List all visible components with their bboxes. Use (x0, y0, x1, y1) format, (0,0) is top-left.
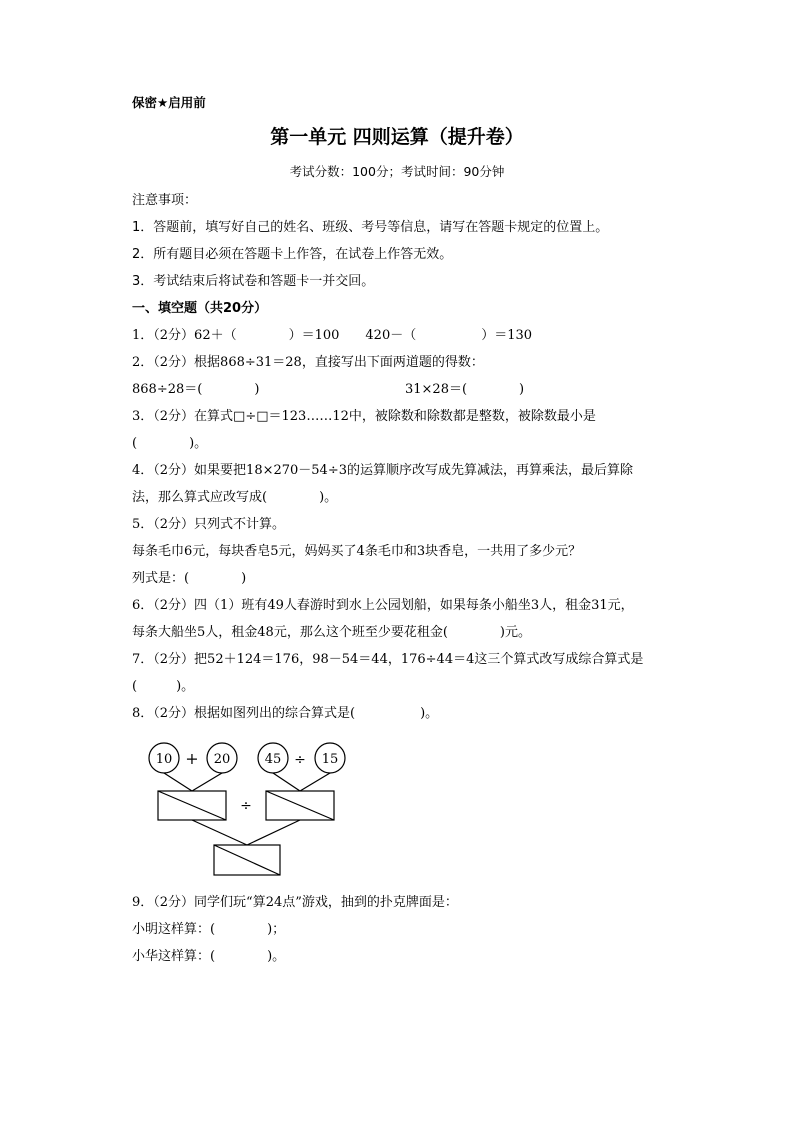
question-6-cont: 每条大船坐5人，租金48元，那么这个班至少要花租金( )元。 (132, 625, 531, 640)
confidential-label: 保密★启用前 (132, 95, 206, 110)
question-5-answer: 列式是：( ) (132, 571, 247, 586)
circle-number: 45 (264, 752, 282, 767)
question-2: 2．（2分）根据868÷31＝28，直接写出下面两道题的得数： (132, 355, 484, 370)
question-9: 9．（2分）同学们玩“算24点”游戏，抽到的扑克牌面是： (132, 895, 458, 910)
question-1: 1．（2分）62＋（ ）＝100 420－（ ）＝130 (132, 328, 533, 343)
note-item: 1．答题前，填写好自己的姓名、班级、考号等信息，请写在答题卡规定的位置上。 (132, 220, 609, 235)
calculation-tree-diagram (140, 735, 360, 880)
note-item: 2．所有题目必须在答题卡上作答，在试卷上作答无效。 (132, 247, 453, 262)
question-5: 5．（2分）只列式不计算。 (132, 517, 286, 532)
question-7: 7．（2分）把52＋124＝176，98－54＝44，176÷44＝4这三个算式改写成综合算式是 (132, 652, 644, 667)
question-5-text: 每条毛巾6元，每块香皂5元，妈妈买了4条毛巾和3块香皂，一共用了多少元？ (132, 544, 582, 559)
page-title: 第一单元 四则运算（提升卷） (270, 126, 524, 148)
notes-heading: 注意事项： (132, 193, 198, 208)
question-3-answer: ( )。 (132, 436, 208, 451)
question-4-cont: 法，那么算式应改写成( )。 (132, 490, 338, 505)
question-4: 4．（2分）如果要把18×270－54÷3的运算顺序改写成先算减法，再算乘法，最后算除 (132, 463, 633, 478)
question-2-right: 31×28＝( ) (405, 382, 525, 397)
operator-symbol: ÷ (294, 752, 306, 768)
exam-info: 考试分数：100分；考试时间：90分钟 (289, 164, 505, 179)
question-8: 8．（2分）根据如图列出的综合算式是( )。 (132, 706, 439, 721)
note-item: 3．考试结束后将试卷和答题卡一并交回。 (132, 274, 375, 289)
operator-symbol: + (185, 749, 199, 768)
operator-symbol: ÷ (240, 798, 252, 814)
question-7-answer: ( )。 (132, 679, 195, 694)
section-heading: 一、填空题（共20分） (132, 301, 268, 316)
circle-number: 20 (213, 752, 231, 767)
question-9-xiaohua: 小华这样算：( )。 (132, 949, 286, 964)
circle-number: 15 (321, 752, 339, 767)
question-9-xiaoming: 小明这样算：( )； (132, 922, 286, 937)
question-6: 6．（2分）四（1）班有49人春游时到水上公园划船，如果每条小船坐3人，租金31元， (132, 598, 634, 613)
circle-number: 10 (155, 752, 173, 767)
question-3: 3．（2分）在算式□÷□＝123……12中，被除数和除数都是整数，被除数最小是 (132, 409, 596, 424)
question-2-left: 868÷28＝( ) (132, 382, 260, 397)
